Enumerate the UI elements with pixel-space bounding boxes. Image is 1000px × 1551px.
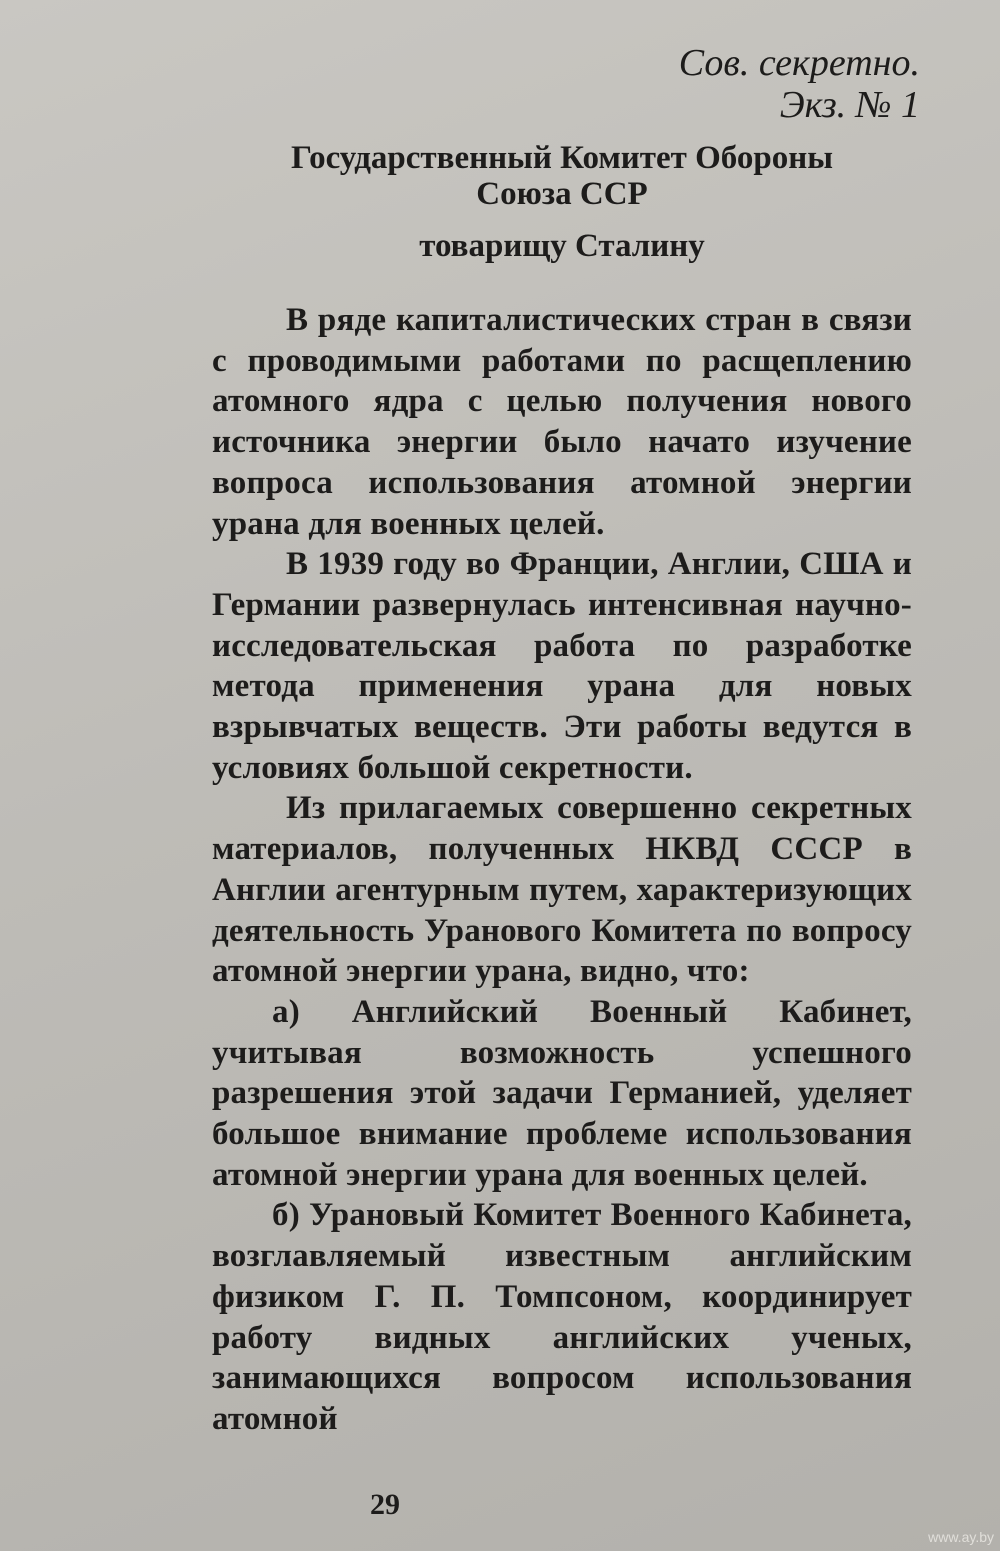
list-item-a: а) Английский Военный Кабинет, учитывая возможность успешного разрешения этой задачи Германией, уделяет большое внимание проблеме использования атомной энергии урана для военных целей. <box>212 993 912 1193</box>
page-number: 29 <box>370 1488 400 1521</box>
document-title-line-1: Государственный Комитет Обороны <box>291 140 833 176</box>
paragraph-3: Из прилагаемых совершенно секретных материалов, полученных НКВД СССР в Англии агентурным путем, характеризующих деятельность Уранового Комитета по вопросу атомной энергии урана, видно, что: <box>212 790 912 990</box>
paragraph-2: В 1939 году во Франции, Англии, США и Германии развернулась интенсивная научно-исследовательская работа по разработке метода применения урана для новых взрывчатых веществ. Эти работы ведутся в условиях большой секретности. <box>212 546 912 786</box>
body-text <box>212 300 912 1440</box>
watermark-text: www.ay.by <box>928 1529 994 1545</box>
addressee: товарищу Сталину <box>419 228 705 264</box>
paragraph-1: В ряде капиталистических стран в связи с проводимыми работами по расщеплению атомного ядра с целью получения нового источника энергии было начато изучение вопроса использования атомной энергии урана для военных целей. <box>212 302 912 542</box>
document-title-line-2: Союза ССР <box>476 176 648 212</box>
list-item-b: б) Урановый Комитет Военного Кабинета, возглавляемый известным английским физиком Г. П. Томпсоном, координирует работу видных английских ученых, занимающихся вопросом использования атомной <box>212 1197 912 1437</box>
copy-number: Экз. № 1 <box>779 84 920 126</box>
classification-mark: Сов. секретно. <box>678 42 920 84</box>
